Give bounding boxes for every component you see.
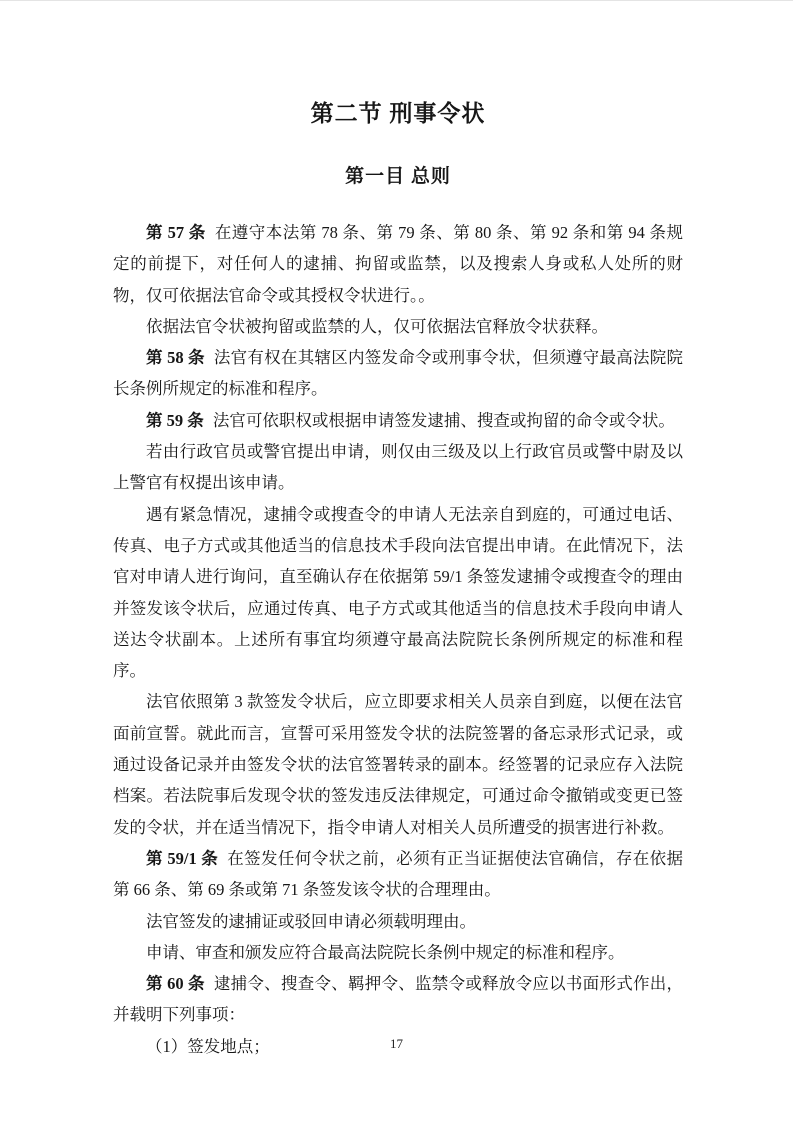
paragraph xyxy=(113,217,683,311)
paragraph xyxy=(113,843,683,906)
paragraph xyxy=(113,405,683,436)
section-title: 第二节 刑事令状 xyxy=(310,101,486,126)
paragraph-text: 法官签发的逮捕证或驳回申请必须载明理由。 xyxy=(146,911,476,931)
page-number: 17 xyxy=(390,1036,403,1051)
paragraph xyxy=(113,968,683,1031)
article-number: 第 57 条 xyxy=(146,223,206,242)
paragraph-text: 遇有紧急情况，逮捕令或搜查令的申请人无法亲自到庭的，可通过电话、传真、电子方式或其他适当的信息技术手段向法官提出申请。在此情况下，法官对申请人进行询问，直至确认存在依据第 59/1 条签发逮捕令或搜查令的理由并签发该令状后，应通过传真、电子方式或其他适当的信息技术手段向申请人送达令状副本。上述所有事宜均须遵守最高法院院长条例所规定的标准和程序。 xyxy=(113,504,683,681)
paragraph xyxy=(113,436,683,499)
paragraph-text: （1）签发地点； xyxy=(146,1036,270,1056)
paragraph xyxy=(113,686,683,842)
paragraph-text: 依据法官令状被拘留或监禁的人，仅可依据法官释放令状获释。 xyxy=(146,316,608,336)
paragraph-text: 逮捕令、搜查令、羁押令、监禁令或释放令应以书面形式作出，并载明下列事项： xyxy=(113,974,684,1025)
paragraph-text: 法官有权在其辖区内签发命令或刑事令状，但须遵守最高法院院长条例所规定的标准和程序。 xyxy=(113,348,684,399)
paragraph-text: 法官可依职权或根据申请签发逮捕、搜查或拘留的命令或令状。 xyxy=(212,410,675,430)
paragraph xyxy=(113,937,683,968)
article-text-block xyxy=(113,217,683,1062)
paragraph-text: 在遵守本法第 78 条、第 79 条、第 80 条、第 92 条和第 94 条规定的前提下，对任何人的逮捕、拘留或监禁，以及搜索人身或私人处所的财物，仅可依据法官命令或其授权令状进行。。 xyxy=(113,223,684,305)
paragraph-text: 申请、审查和颁发应符合最高法院院长条例中规定的标准和程序。 xyxy=(146,942,625,962)
article-number: 第 59 条 xyxy=(146,410,204,430)
paragraph xyxy=(113,342,683,405)
page-content xyxy=(113,1,683,1062)
paragraph-text: 在签发任何令状之前，必须有正当证据使法官确信，存在依据第 66 条、第 69 条或第 71 条签发该令状的合理理由。 xyxy=(113,848,683,900)
paragraph-text: 法官依照第 3 款签发令状后，应立即要求相关人员亲自到庭，以便在法官面前宣誓。就此而言，宣誓可采用签发令状的法院签署的备忘录形式记录，或通过设备记录并由签发令状的法官签署转录的副本。经签署的记录应存入法院档案。若法院事后发现令状的签发违反法律规定，可通过命令撤销或变更已签发的令状，并在适当情况下，指令申请人对相关人员所遭受的损害进行补救。 xyxy=(113,692,683,837)
article-number: 第 59/1 条 xyxy=(146,848,219,868)
paragraph xyxy=(113,499,683,687)
subsection-title: 第一目 总则 xyxy=(345,166,451,187)
article-number: 第 58 条 xyxy=(146,348,205,368)
paragraph-text: 若由行政官员或警官提出申请，则仅由三级及以上行政官员或警中尉及以上警官有权提出该申请。 xyxy=(113,442,683,493)
paragraph xyxy=(113,906,683,937)
article-number: 第 60 条 xyxy=(146,974,205,994)
paragraph xyxy=(113,311,683,342)
